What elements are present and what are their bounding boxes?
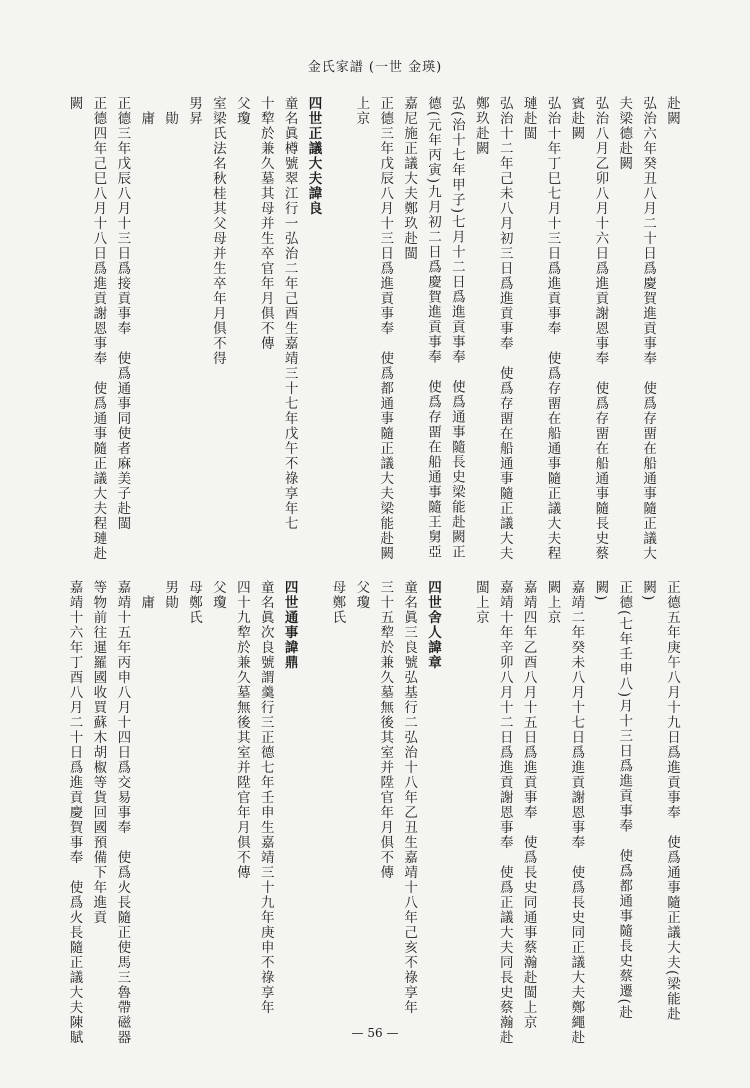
text-column: 室梁氏法名秋桂其父母并生卒年月俱不得: [209, 96, 226, 366]
text-column: 父瓊: [353, 580, 370, 610]
text-column: 四十九犂於兼久墓無後其室并陞官年月俱不傳: [233, 580, 250, 880]
text-column: 父瓊: [209, 580, 226, 610]
text-column: 嘉尼施正議大夫鄭玖赴閩: [401, 96, 418, 261]
text-column: 弘治六年癸丑八月二十日爲慶賀進貢事奉 使爲存畱在船通事隨正議大: [640, 96, 657, 561]
text-column: 童名眞次良號謂羹行三正德七年壬申生嘉靖三十九年庚申不祿享年: [257, 580, 274, 1015]
text-column: 嘉靖十年辛卯八月十二日爲進貢謝恩事奉 使爲正議大夫同長史蔡瀚赴: [496, 580, 513, 1045]
text-column: 上京: [353, 96, 370, 126]
text-column: 庸: [138, 96, 155, 126]
text-column: 勛: [162, 96, 179, 126]
text-column: 德(元年丙寅)九月初二日爲慶賀進貢事奉 使爲存畱在船通事隨王舅亞: [425, 96, 441, 560]
text-column: 正德四年己巳八月十八日爲進貢謝恩事奉 使爲通事隨正議大夫程璉赴: [90, 96, 107, 561]
text-column: 弘(治十七年甲子)七月十二日爲進貢事奉 使爲通事隨長史梁能赴闕正: [448, 96, 465, 560]
genealogy-upper-section: [0, 86, 750, 561]
text-column: 父瓊: [233, 96, 250, 126]
text-column: 嘉靖十五年丙申八月十四日爲交易事奉 使爲火長隨正使馬三魯帶磁器: [114, 580, 131, 1045]
text-column: 三十五犂於兼久墓無後其室并陞官年月俱不傳: [377, 580, 394, 880]
text-column: 四世通事諱鼎: [281, 580, 298, 670]
text-column: 男昇: [186, 96, 202, 126]
text-column: 嘉靖二年癸未八月十七日爲進貢謝恩事奉 使爲長史同正議大夫鄭繩赴: [568, 580, 585, 1045]
page-header: 金氏家譜 (一世 金瑛): [307, 60, 443, 75]
text-column: 弘治十年丁巳七月十三日爲進貢事奉 使爲存畱在船通事隨正議大夫程: [544, 96, 561, 561]
text-column: 四世舍人諱章: [425, 580, 441, 670]
text-column: 弘治八月乙卯八月十六日爲進貢謝恩事奉 使爲存畱在船通事隨長史蔡: [592, 96, 609, 561]
text-column: 男勛: [162, 580, 179, 610]
text-column: 正德五年庚午八月十九日爲進貢事奉 使爲通事隨正議大夫(梁能赴: [664, 580, 680, 1022]
text-column: 闕): [592, 580, 609, 602]
text-column: 四世正議大夫諱良: [305, 96, 322, 216]
text-column: 夫梁德赴闕: [616, 96, 633, 171]
text-column: 闕): [640, 580, 657, 602]
text-column: 正德(七年壬申八)月十三日爲進貢事奉 使爲都通事隨長史蔡遷(赴: [616, 580, 633, 1021]
text-column: 嘉靖四年乙酉八月十五日爲進貢事奉 使爲長史同通事蔡瀚赴閩上京: [520, 580, 537, 1030]
text-column: 闕上京: [544, 580, 561, 625]
text-column: 弘治十二年己未八月初三日爲進貢事奉 使爲存畱在船通事隨正議大夫: [496, 96, 513, 561]
text-column: 童名眞樽號翠江行一弘治二年己酉生嘉靖三十七年戊午不祿享年七: [281, 96, 298, 531]
page-number: — 56 —: [351, 1026, 399, 1040]
text-column: 璉赴閩: [520, 96, 537, 141]
text-column: 赴闕: [664, 96, 680, 126]
text-column: 鄭玖赴闕: [472, 96, 489, 156]
text-column: 正德三年戊辰八月十三日爲接貢事奉 使爲通事同使者麻美子赴閩: [114, 96, 131, 531]
text-column: 賓赴闕: [568, 96, 585, 141]
text-column: 童名眞三良號弘基行二弘治十八年乙丑生嘉靖十八年己亥不祿享年: [401, 580, 418, 1015]
text-column: 閩上京: [472, 580, 489, 625]
text-column: 闕: [66, 96, 83, 111]
text-column: 等物前往暹羅國收買蘇木胡椒等貨回國預備下年進貢: [90, 580, 107, 925]
text-column: 母鄭氏: [329, 580, 346, 625]
text-column: 正德三年戊辰八月十三日爲進貢事奉 使爲都通事隨正議大夫梁能赴闕: [377, 96, 394, 561]
text-column: 嘉靖十六年丁酉八月二十日爲進貢慶賀事奉 使爲火長隨正議大夫陳賦: [66, 580, 83, 1045]
text-column: 十犂於兼久墓其母并生卒官年月俱不傳: [257, 96, 274, 351]
text-column: 庸: [138, 580, 155, 610]
text-column: 母鄭氏: [186, 580, 202, 625]
